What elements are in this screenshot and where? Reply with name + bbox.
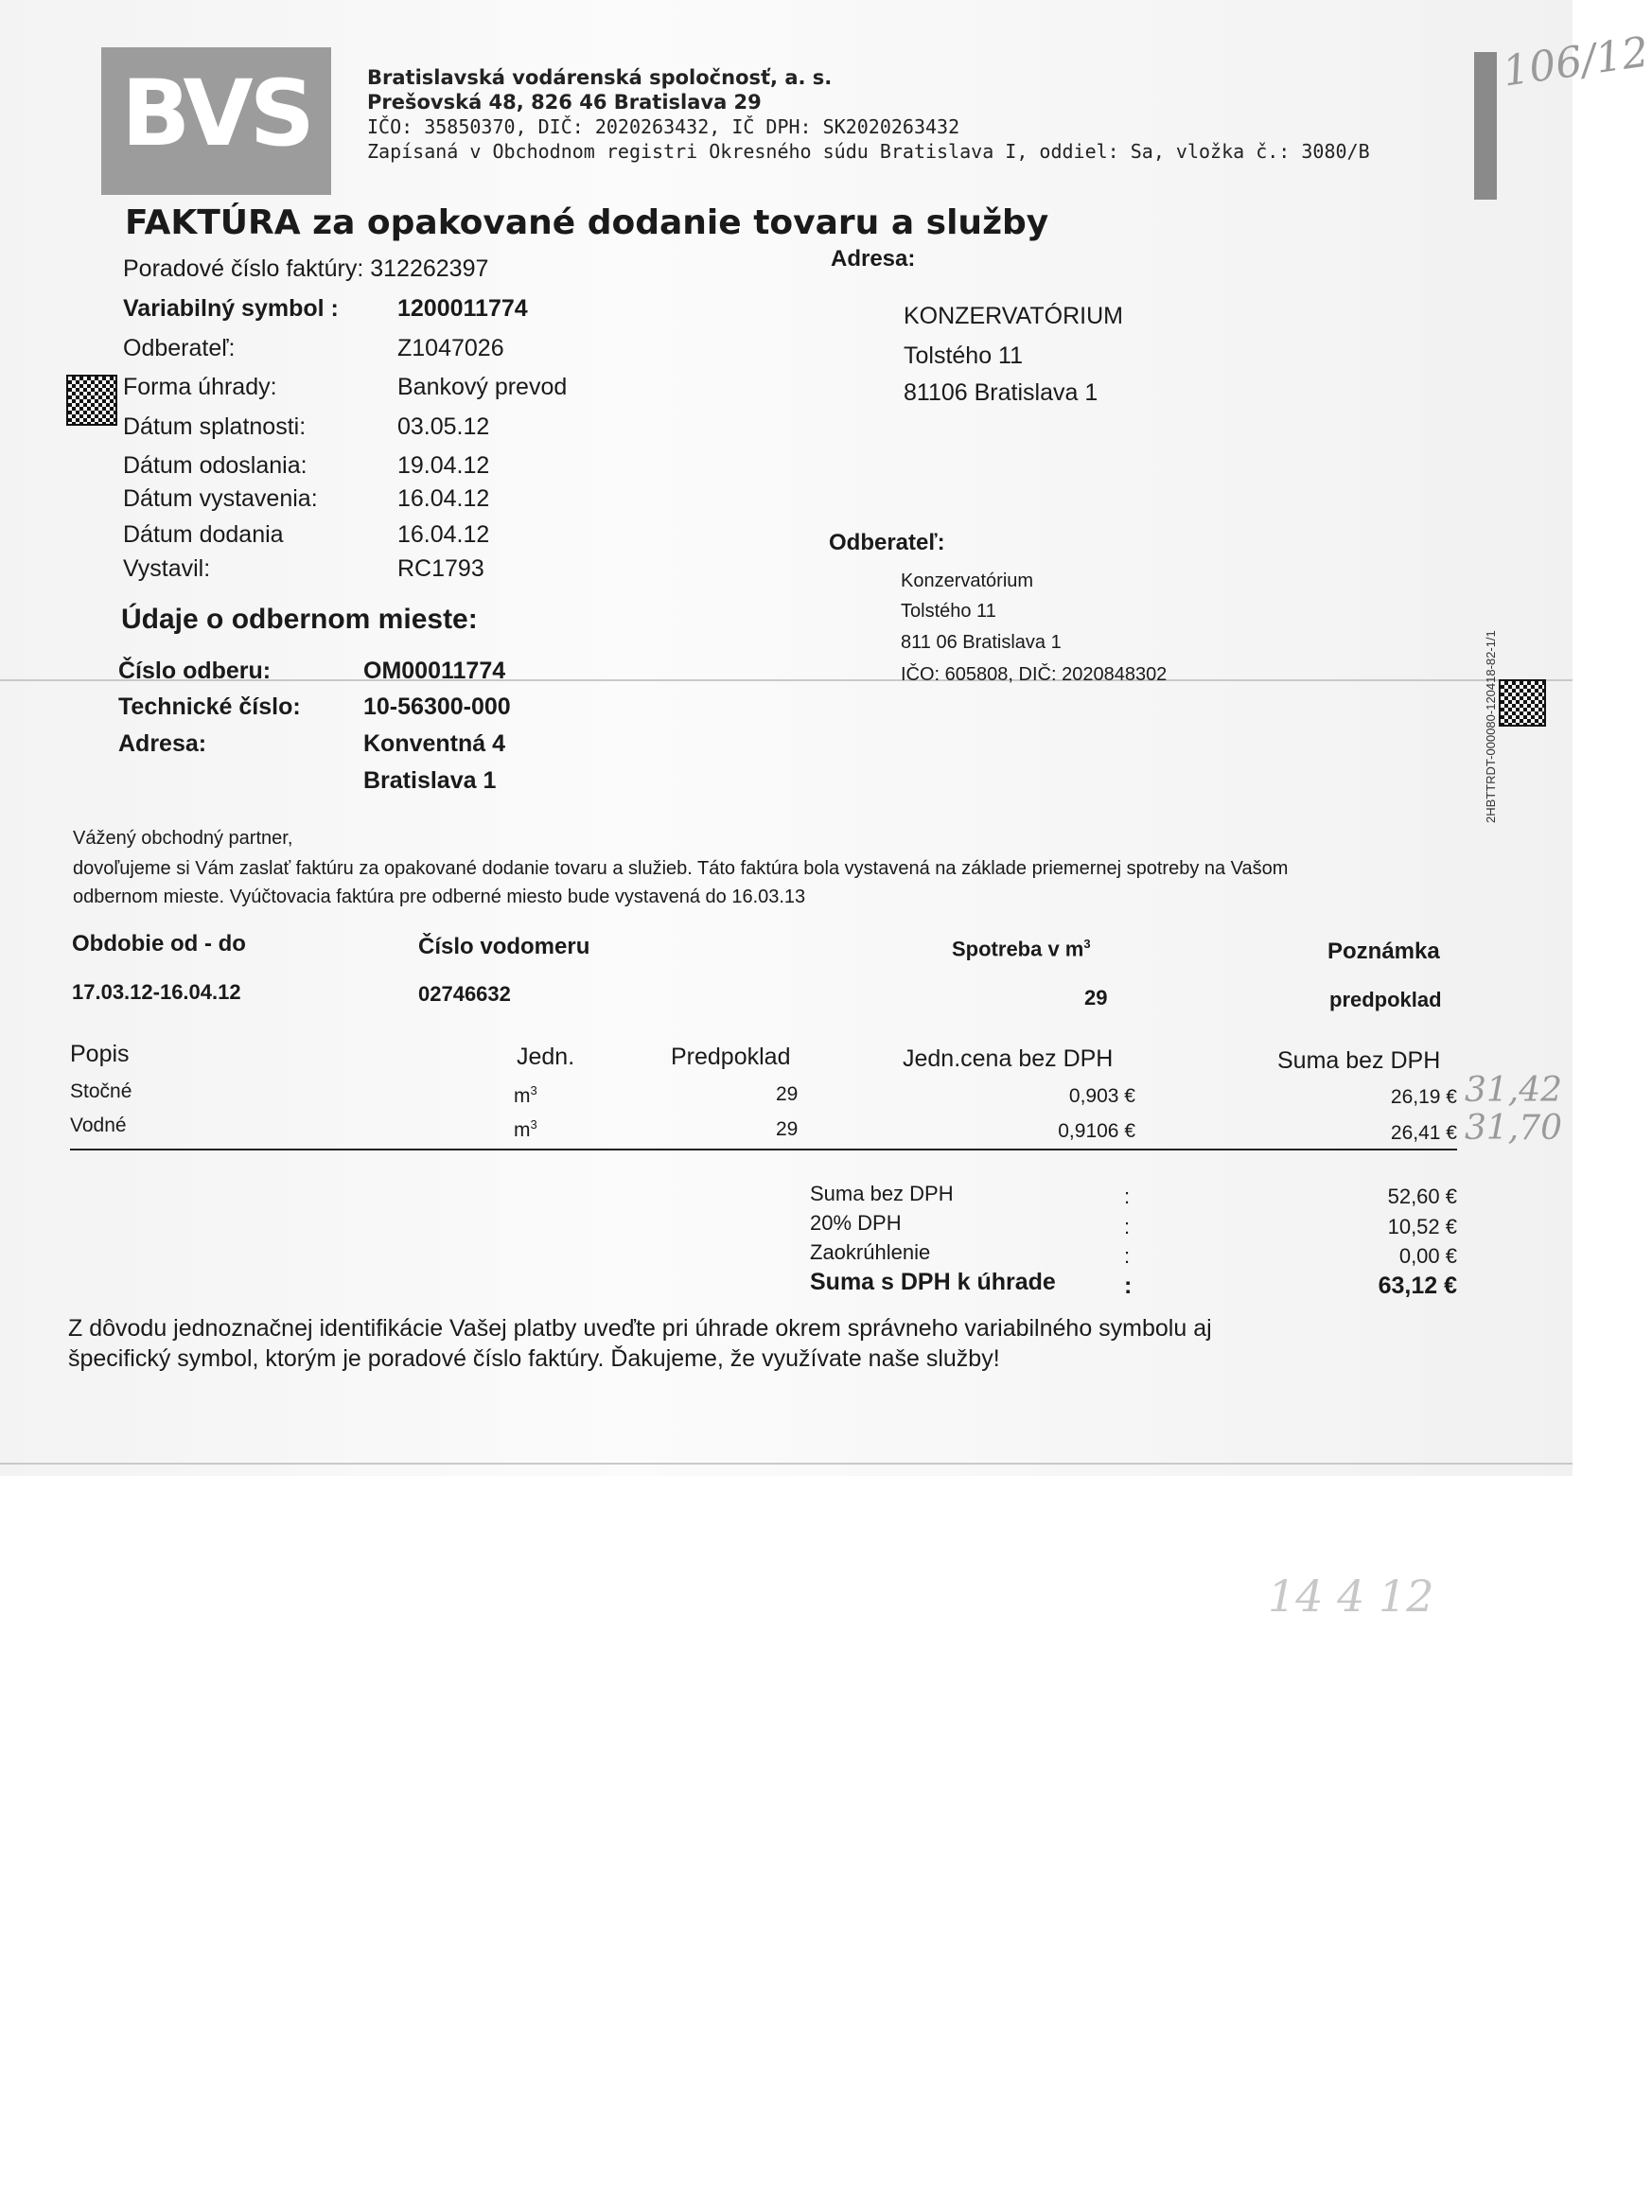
row-suma: 26,41 €	[1390, 1122, 1457, 1144]
odberatel-street: Tolstého 11	[901, 601, 996, 622]
logo-text: BVS	[121, 61, 311, 167]
period-value: 17.03.12-16.04.12	[72, 980, 241, 1004]
footer-note: špecifický symbol, ktorým je poradové číslo faktúry. Ďakujeme, že využívate naše služby!	[68, 1345, 1000, 1372]
total-sep: :	[1124, 1215, 1131, 1238]
total-value: 10,52 €	[1387, 1215, 1457, 1238]
field-value: Z1047026	[397, 335, 504, 361]
field-value: 1200011774	[397, 295, 528, 322]
odberatel-name: Konzervatórium	[901, 571, 1034, 591]
footer-note: Z dôvodu jednoznačnej identifikácie Vašej platby uveďte pri úhrade okrem správneho variabilného symbolu aj	[68, 1315, 1212, 1342]
odberne-miesto-heading: Údaje o odbernom mieste:	[121, 604, 478, 635]
total-sep: :	[1124, 1185, 1131, 1208]
period-header: Obdobie od - do	[72, 931, 246, 957]
note-header: Poznámka	[1327, 939, 1440, 964]
row-predpoklad: 29	[776, 1083, 799, 1105]
note-value: predpoklad	[1329, 988, 1442, 1011]
field-value: 19.04.12	[397, 452, 490, 479]
table-rule	[70, 1149, 1457, 1150]
field-label: Forma úhrady:	[123, 374, 277, 400]
odberatel-city: 811 06 Bratislava 1	[901, 632, 1062, 653]
unit: m	[514, 1119, 531, 1141]
address-name: KONZERVATÓRIUM	[904, 303, 1123, 329]
field-value: Konventná 4	[363, 730, 506, 757]
row-cena: 0,903 €	[1068, 1085, 1135, 1107]
field-label: Číslo odberu:	[118, 658, 272, 684]
field-label: Variabilný symbol :	[123, 295, 339, 322]
field-label: Technické číslo:	[118, 693, 301, 720]
consumption-value: 29	[1084, 986, 1108, 1009]
margin-bar	[1474, 52, 1497, 200]
address-street: Tolstého 11	[904, 342, 1024, 369]
row-popis: Stočné	[70, 1080, 132, 1102]
poradove-value: 312262397	[370, 255, 489, 282]
consumption-header	[952, 937, 1091, 961]
superscript: 3	[1083, 937, 1091, 951]
total-label: Zaokrúhlenie	[810, 1240, 931, 1264]
col-suma: Suma bez DPH	[1277, 1047, 1441, 1074]
qr-code-right	[1499, 679, 1546, 727]
company-block	[367, 66, 1370, 163]
field-label: Odberateľ:	[123, 335, 236, 361]
message-greeting: Vážený obchodný partner,	[73, 828, 293, 849]
handwritten-note: 31,70	[1465, 1109, 1563, 1148]
row-predpoklad: 29	[776, 1118, 799, 1140]
message-body: odbernom mieste. Vyúčtovacia faktúra pre odberné miesto bude vystavená do 16.03.13	[73, 887, 806, 907]
company-name: Bratislavská vodárenská spoločnosť, a. s.	[367, 66, 833, 89]
superscript: 3	[530, 1083, 537, 1097]
poradove-label: Poradové číslo faktúry:	[123, 255, 364, 282]
row-cena: 0,9106 €	[1058, 1120, 1135, 1142]
total-value: 52,60 €	[1387, 1185, 1457, 1208]
address-label: Adresa:	[831, 246, 916, 272]
odberatel-label: Odberateľ:	[829, 530, 945, 555]
odberatel-ids: IČO: 605808, DIČ: 2020848302	[901, 664, 1168, 685]
qr-code-small	[66, 375, 117, 426]
vertical-code: 2HBTTRDT-000080-120418-82-1/1	[1484, 630, 1498, 823]
handwritten-date: 14 4 12	[1268, 1571, 1434, 1622]
invoice-title: FAKTÚRA za opakované dodanie tovaru a služby	[125, 203, 1049, 242]
col-cena: Jedn.cena bez DPH	[903, 1045, 1114, 1072]
field-value: Bratislava 1	[363, 767, 497, 794]
total-sep: :	[1124, 1244, 1131, 1268]
field-label: Dátum dodania	[123, 521, 284, 548]
company-ids: IČO: 35850370, DIČ: 2020263432, IČ DPH: SK2020263432	[367, 115, 960, 138]
col-jedn: Jedn.	[517, 1044, 575, 1070]
company-register: Zapísaná v Obchodnom registri Okresného súdu Bratislava I, oddiel: Sa, vložka č.: 3080/B	[367, 140, 1370, 163]
field-value: RC1793	[397, 555, 484, 582]
field-value: 16.04.12	[397, 485, 490, 512]
total-value: 0,00 €	[1398, 1244, 1457, 1268]
meter-header: Číslo vodomeru	[418, 934, 590, 959]
field-label: Vystavil:	[123, 555, 211, 582]
consumption-header-text: Spotreba v m	[952, 937, 1084, 961]
col-predpoklad: Predpoklad	[671, 1044, 791, 1070]
meter-value: 02746632	[418, 982, 511, 1006]
message-body: dovoľujeme si Vám zaslať faktúru za opakované dodanie tovaru a služieb. Táto faktúra bola vystavená na základe priemernej spotreby na Vašom	[73, 858, 1289, 879]
field-label: Dátum odoslania:	[123, 452, 308, 479]
total-due-value: 63,12 €	[1378, 1273, 1457, 1299]
handwritten-number: 106/12	[1500, 27, 1652, 97]
field-label: Dátum splatnosti:	[123, 413, 307, 440]
row-jedn	[514, 1117, 537, 1142]
row-popis: Vodné	[70, 1115, 127, 1136]
address-city: 81106 Bratislava 1	[904, 379, 1098, 406]
total-due-label: Suma s DPH k úhrade	[810, 1269, 1056, 1295]
handwritten-note: 31,42	[1465, 1071, 1563, 1110]
page-edge	[0, 1463, 1573, 1465]
company-logo	[101, 47, 331, 195]
field-label: Dátum vystavenia:	[123, 485, 318, 512]
field-value: OM00011774	[363, 658, 506, 684]
company-address: Prešovská 48, 826 46 Bratislava 29	[367, 91, 762, 114]
superscript: 3	[530, 1117, 537, 1132]
field-label: Adresa:	[118, 730, 207, 757]
field-value: Bankový prevod	[397, 374, 568, 400]
total-sep: :	[1124, 1273, 1133, 1299]
total-label: 20% DPH	[810, 1211, 902, 1235]
poradove-cislo	[123, 255, 488, 283]
unit: m	[514, 1085, 531, 1107]
row-jedn	[514, 1083, 537, 1108]
row-suma: 26,19 €	[1390, 1086, 1457, 1108]
total-label: Suma bez DPH	[810, 1182, 954, 1205]
field-value: 03.05.12	[397, 413, 490, 440]
col-popis: Popis	[70, 1041, 130, 1067]
field-value: 10-56300-000	[363, 693, 511, 720]
field-value: 16.04.12	[397, 521, 490, 548]
